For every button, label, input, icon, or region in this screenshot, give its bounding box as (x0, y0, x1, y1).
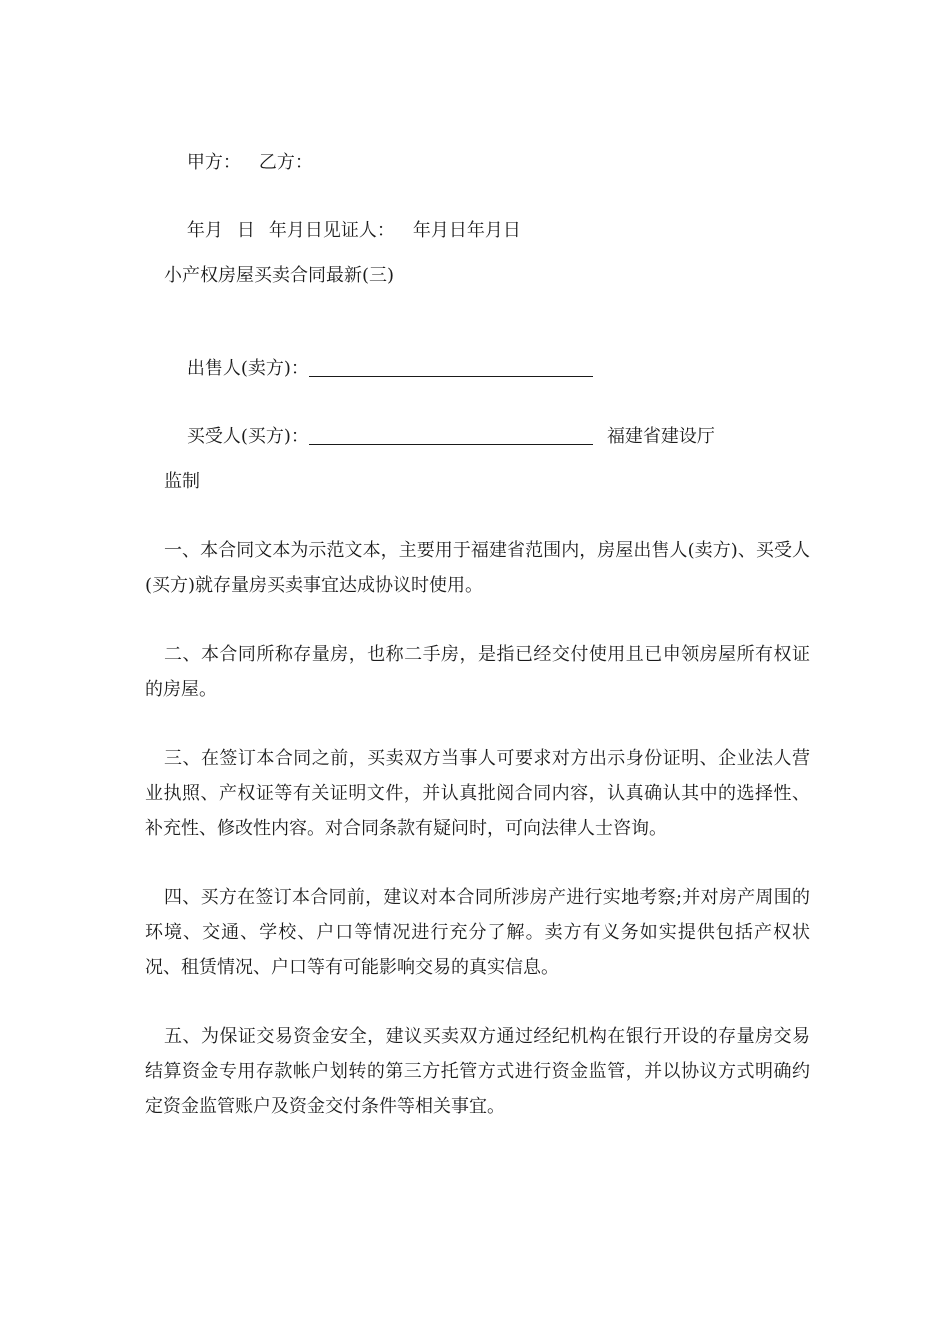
seller-blank (309, 358, 593, 377)
witness-label: 年月日见证人： (268, 220, 395, 241)
date-label-3: 年月日年月日 (412, 220, 521, 241)
seller-line (164, 333, 593, 405)
seller-label: 出售人(卖方)： (186, 358, 309, 379)
clause-5: 五、为保证交易资金安全，建议买卖双方通过经纪机构在银行开设的存量房交易结算资金专用存款帐户划转的第三方托管方式进行资金监管，并以协议方式明确约定资金监管账户及资金交付条件等相关事宜。 (145, 1026, 810, 1117)
buyer-blank (309, 426, 593, 445)
buyer-label: 买受人(买方)： (186, 426, 309, 447)
date-label-2: 日 (236, 220, 255, 241)
clause-2: 二、本合同所称存量房，也称二手房，是指已经交付使用且已申领房屋所有权证的房屋。 (145, 644, 810, 700)
signature-dates-line (164, 195, 521, 267)
supervise-label: 监制 (164, 471, 200, 492)
section-title: 小产权房屋买卖合同最新(三) (164, 265, 395, 286)
clause-4: 四、买方在签订本合同前，建议对本合同所涉房产进行实地考察;并对房产周围的环境、交通、学校、户口等情况进行充分了解。卖方有义务如实提供包括产权状况、租赁情况、户口等有可能影响交易的真实信息。 (145, 887, 810, 978)
party-a-label: 甲方： (186, 152, 241, 173)
buyer-line (164, 401, 715, 473)
signature-parties-line (164, 127, 313, 199)
clause-3: 三、在签订本合同之前，买卖双方当事人可要求对方出示身份证明、企业法人营业执照、产权证等有关证明文件，并认真批阅合同内容，认真确认其中的选择性、补充性、修改性内容。对合同条款有疑问时，可向法律人士咨询。 (145, 748, 810, 839)
date-label-1: 年月 (186, 220, 223, 241)
issuer-label: 福建省建设厅 (606, 426, 715, 447)
clause-1: 一、本合同文本为示范文本，主要用于福建省范围内，房屋出售人(卖方)、买受人(买方)就存量房买卖事宜达成协议时使用。 (145, 540, 810, 596)
party-b-label: 乙方： (258, 152, 313, 173)
